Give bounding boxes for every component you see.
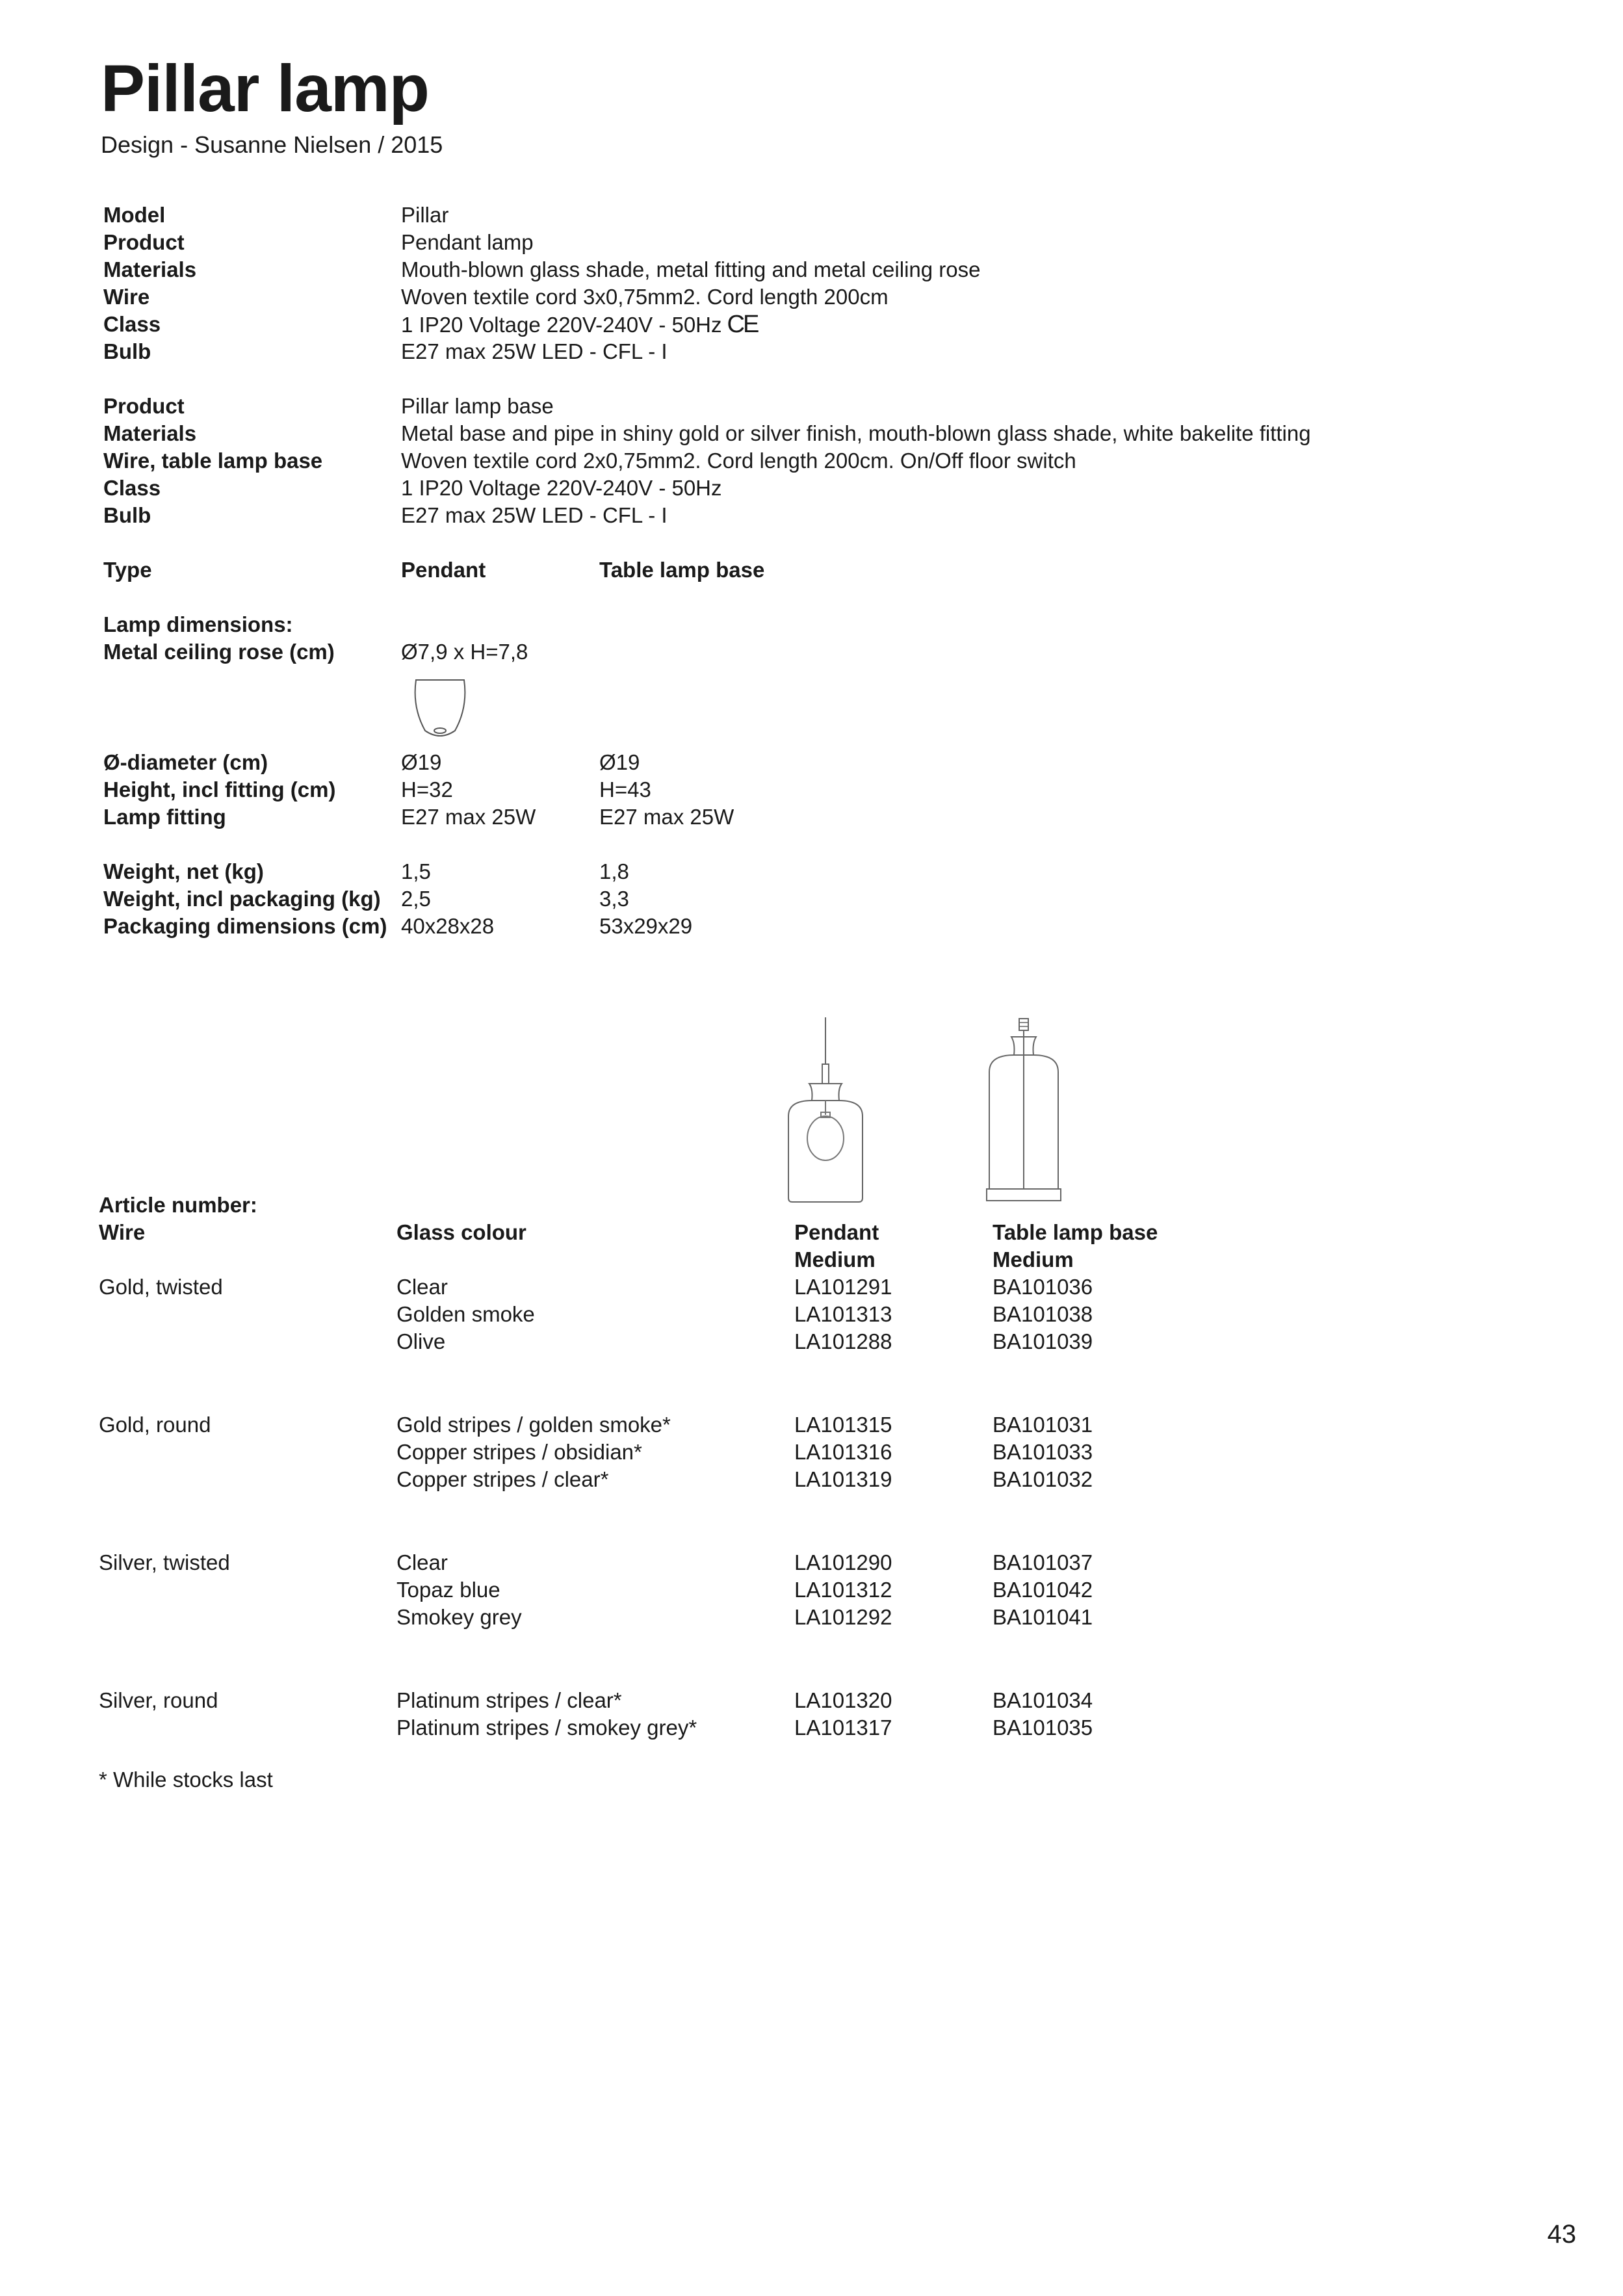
spec-value: Woven textile cord 3x0,75mm2. Cord length 200cm (401, 285, 889, 309)
wire-name: Silver, round (99, 1688, 218, 1712)
spec-label: Class (103, 312, 161, 336)
wire-name: Gold, twisted (99, 1275, 223, 1299)
pendant-article: LA101317 (794, 1715, 892, 1740)
article-heading: Article number: (99, 1193, 257, 1217)
col-table: Table lamp base (993, 1220, 1158, 1244)
spec-value: Pendant lamp (401, 230, 534, 254)
spec-label: Class (103, 476, 161, 500)
class-text: 1 IP20 Voltage 220V-240V - 50Hz (401, 313, 722, 337)
spec-label: Product (103, 230, 185, 254)
spec-value: Woven textile cord 2x0,75mm2. Cord length 200cm. On/Off floor switch (401, 449, 1076, 473)
table-article: BA101032 (993, 1467, 1093, 1491)
pendant-article: LA101292 (794, 1605, 892, 1629)
glass-colour: Clear (396, 1275, 448, 1299)
dim-table: H=43 (599, 777, 651, 802)
glass-colour: Olive (396, 1329, 446, 1353)
pendant-article: LA101319 (794, 1467, 892, 1491)
table-article: BA101038 (993, 1302, 1093, 1326)
pendant-article: LA101291 (794, 1275, 892, 1299)
dim-table: E27 max 25W (599, 805, 734, 829)
spec-label: Bulb (103, 339, 151, 363)
dim-table: Ø19 (599, 750, 640, 774)
page-title: Pillar lamp (101, 51, 429, 125)
ce-mark-icon: CE (727, 311, 758, 338)
glass-colour: Copper stripes / clear* (396, 1467, 609, 1491)
glass-colour: Copper stripes / obsidian* (396, 1440, 642, 1464)
spec-value: E27 max 25W LED - CFL - I (401, 503, 668, 527)
wire-name: Silver, twisted (99, 1550, 230, 1574)
col-pendant: Pendant (794, 1220, 879, 1244)
spec-label: Bulb (103, 503, 151, 527)
weight-table: 53x29x29 (599, 914, 693, 938)
weight-table: 3,3 (599, 887, 629, 911)
col-pendant-sub: Medium (794, 1247, 876, 1272)
col-table-sub: Medium (993, 1247, 1074, 1272)
weight-pendant: 40x28x28 (401, 914, 495, 938)
pendant-article: LA101312 (794, 1578, 892, 1602)
type-pendant: Pendant (401, 558, 486, 582)
table-article: BA101035 (993, 1715, 1093, 1740)
table-article: BA101039 (993, 1329, 1093, 1353)
pendant-article: LA101320 (794, 1688, 892, 1712)
spec-value: Pillar lamp base (401, 394, 554, 418)
table-article: BA101037 (993, 1550, 1093, 1574)
glass-colour: Platinum stripes / smokey grey* (396, 1715, 697, 1740)
spec-label: Wire (103, 285, 150, 309)
spec-value: E27 max 25W LED - CFL - I (401, 339, 668, 363)
spec-value: Metal base and pipe in shiny gold or silver finish, mouth-blown glass shade, white bakelite fitting (401, 421, 1311, 445)
wire-name: Gold, round (99, 1413, 211, 1437)
spec-label: Materials (103, 421, 197, 445)
col-glass: Glass colour (396, 1220, 526, 1244)
spec-value-class (401, 311, 757, 339)
col-wire: Wire (99, 1220, 146, 1244)
weight-label: Packaging dimensions (cm) (103, 914, 387, 938)
weight-label: Weight, net (kg) (103, 859, 264, 883)
pendant-article: LA101288 (794, 1329, 892, 1353)
designer-credit: Design - Susanne Nielsen / 2015 (101, 131, 443, 158)
glass-colour: Gold stripes / golden smoke* (396, 1413, 671, 1437)
spec-value: 1 IP20 Voltage 220V-240V - 50Hz (401, 476, 722, 500)
spec-value: Pillar (401, 203, 449, 227)
page-number: 43 (1547, 2220, 1576, 2249)
pendant-article: LA101315 (794, 1413, 892, 1437)
dim-pendant: Ø19 (401, 750, 442, 774)
pendant-article: LA101316 (794, 1440, 892, 1464)
pendant-article: LA101313 (794, 1302, 892, 1326)
glass-colour: Platinum stripes / clear* (396, 1688, 622, 1712)
dim-label: Height, incl fitting (cm) (103, 777, 336, 802)
dim-pendant: H=32 (401, 777, 453, 802)
weight-pendant: 1,5 (401, 859, 431, 883)
glass-colour: Topaz blue (396, 1578, 500, 1602)
spec-label: Wire, table lamp base (103, 449, 323, 473)
pendant-article: LA101290 (794, 1550, 892, 1574)
weight-pendant: 2,5 (401, 887, 431, 911)
dimensions-heading: Lamp dimensions: (103, 612, 293, 636)
rose-label: Metal ceiling rose (cm) (103, 640, 335, 664)
spec-label: Materials (103, 257, 197, 281)
ceiling-rose-drawing-icon (411, 676, 469, 741)
spec-value: Mouth-blown glass shade, metal fitting and metal ceiling rose (401, 257, 981, 281)
table-lamp-drawing-icon (981, 1017, 1066, 1206)
table-article: BA101041 (993, 1605, 1093, 1629)
pendant-lamp-drawing-icon (783, 1017, 868, 1206)
glass-colour: Smokey grey (396, 1605, 522, 1629)
table-article: BA101036 (993, 1275, 1093, 1299)
weight-table: 1,8 (599, 859, 629, 883)
dim-label: Lamp fitting (103, 805, 226, 829)
table-article: BA101031 (993, 1413, 1093, 1437)
footnote: * While stocks last (99, 1768, 273, 1792)
table-article: BA101034 (993, 1688, 1093, 1712)
spec-label: Product (103, 394, 185, 418)
spec-label: Model (103, 203, 166, 227)
glass-colour: Clear (396, 1550, 448, 1574)
type-table: Table lamp base (599, 558, 765, 582)
dim-pendant: E27 max 25W (401, 805, 536, 829)
glass-colour: Golden smoke (396, 1302, 535, 1326)
dim-label: Ø-diameter (cm) (103, 750, 268, 774)
rose-value: Ø7,9 x H=7,8 (401, 640, 528, 664)
weight-label: Weight, incl packaging (kg) (103, 887, 381, 911)
type-label: Type (103, 558, 152, 582)
table-article: BA101042 (993, 1578, 1093, 1602)
table-article: BA101033 (993, 1440, 1093, 1464)
